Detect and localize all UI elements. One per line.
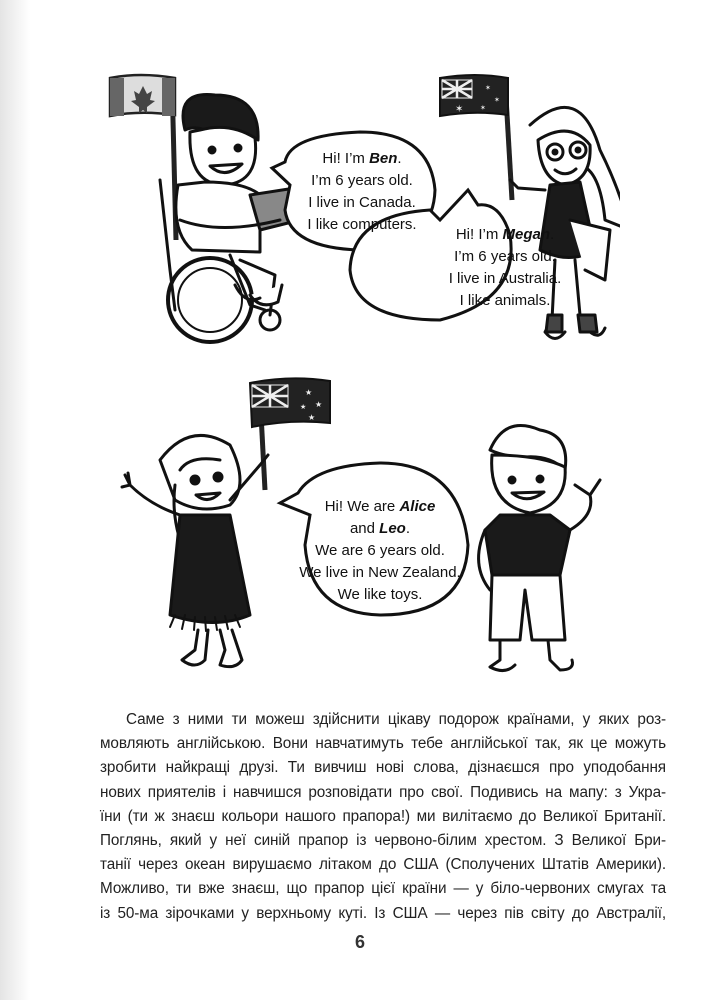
megan-bubble-text [430,224,580,312]
alice-character [122,435,268,666]
leo-character [479,426,600,671]
svg-text:★: ★ [300,404,307,411]
ben-character [160,94,300,342]
body-line-8: Можливо, ти вже знаєш, що прапор цієї країни — у біло-червоних смугах та [100,880,666,898]
svg-text:✶: ✶ [494,97,500,104]
megan-bubble-line-3: I live in Australia. [448,270,562,287]
alice-leo-bubble-line-2: and Leo. [349,520,411,537]
ben-bubble-text [296,148,428,236]
page-gutter-shade [0,0,30,1000]
body-paragraph [100,708,666,926]
megan-name: Megan [502,226,550,243]
svg-text:✶: ✶ [455,104,464,115]
alice-name: Alice [399,498,436,515]
body-line-5: їни (ти ж знаєш кольори нашого прапора!) ми вилітаємо до Великої Британії. [100,807,666,825]
alice-leo-bubble-line-4: We live in New Zealand. [299,564,461,581]
body-line-9: із 50-ма зірочками у верхньому куті. Із США — через пів світу до Австралії, [100,904,666,922]
australia-flag-icon [440,75,512,200]
megan-bubble-line-1: Hi! I’m Megan. [455,226,555,243]
ben-name: Ben [369,150,398,167]
body-line-2: мовляють англійською. Вони навчатимуть тебе англійської так, як це можуть [100,735,666,753]
svg-text:★: ★ [308,413,316,422]
megan-bubble-line-2: I’m 6 years old. [454,248,556,265]
ben-bubble-line-1: Hi! I’m Ben. [322,150,402,167]
page-number: 6 [354,932,365,952]
svg-text:✶: ✶ [485,85,491,92]
body-line-6: Поглянь, який у неї синій прапор із червоно-білим хрестом. З Великої Бри- [100,832,666,850]
canada-flag-icon [110,75,176,240]
alice-leo-bubble-line-3: We are 6 years old. [315,542,445,559]
alice-leo-bubble-text [298,496,462,606]
megan-bubble-line-4: I like animals. [459,292,551,309]
svg-text:★: ★ [305,388,313,397]
svg-text:★: ★ [315,400,323,409]
ben-bubble-line-4: I like computers. [307,216,417,233]
new-zealand-flag-icon [250,378,330,490]
ben-bubble-line-3: I live in Canada. [308,194,416,211]
leo-name: Leo [379,520,406,537]
svg-text:✶: ✶ [480,105,486,112]
alice-leo-bubble-line-1: Hi! We are Alice [324,498,436,515]
alice-leo-bubble-line-5: We like toys. [337,586,423,603]
ben-bubble-line-2: I’m 6 years old. [311,172,413,189]
body-line-4: нових приятелів і навчишся розповідати про свої. Подивись на мапу: з Укра- [100,783,666,801]
body-line-1: Саме з ними ти можеш здійснити цікаву подорож країнами, у яких роз- [126,711,666,728]
body-line-7: танії через океан вирушаємо літаком до США (Сполучених Штатів Америки). [100,856,666,874]
body-line-3: зробити найкращі друзі. Ти вивчиш нові слова, дізнаєшся про уподобання [100,759,666,777]
